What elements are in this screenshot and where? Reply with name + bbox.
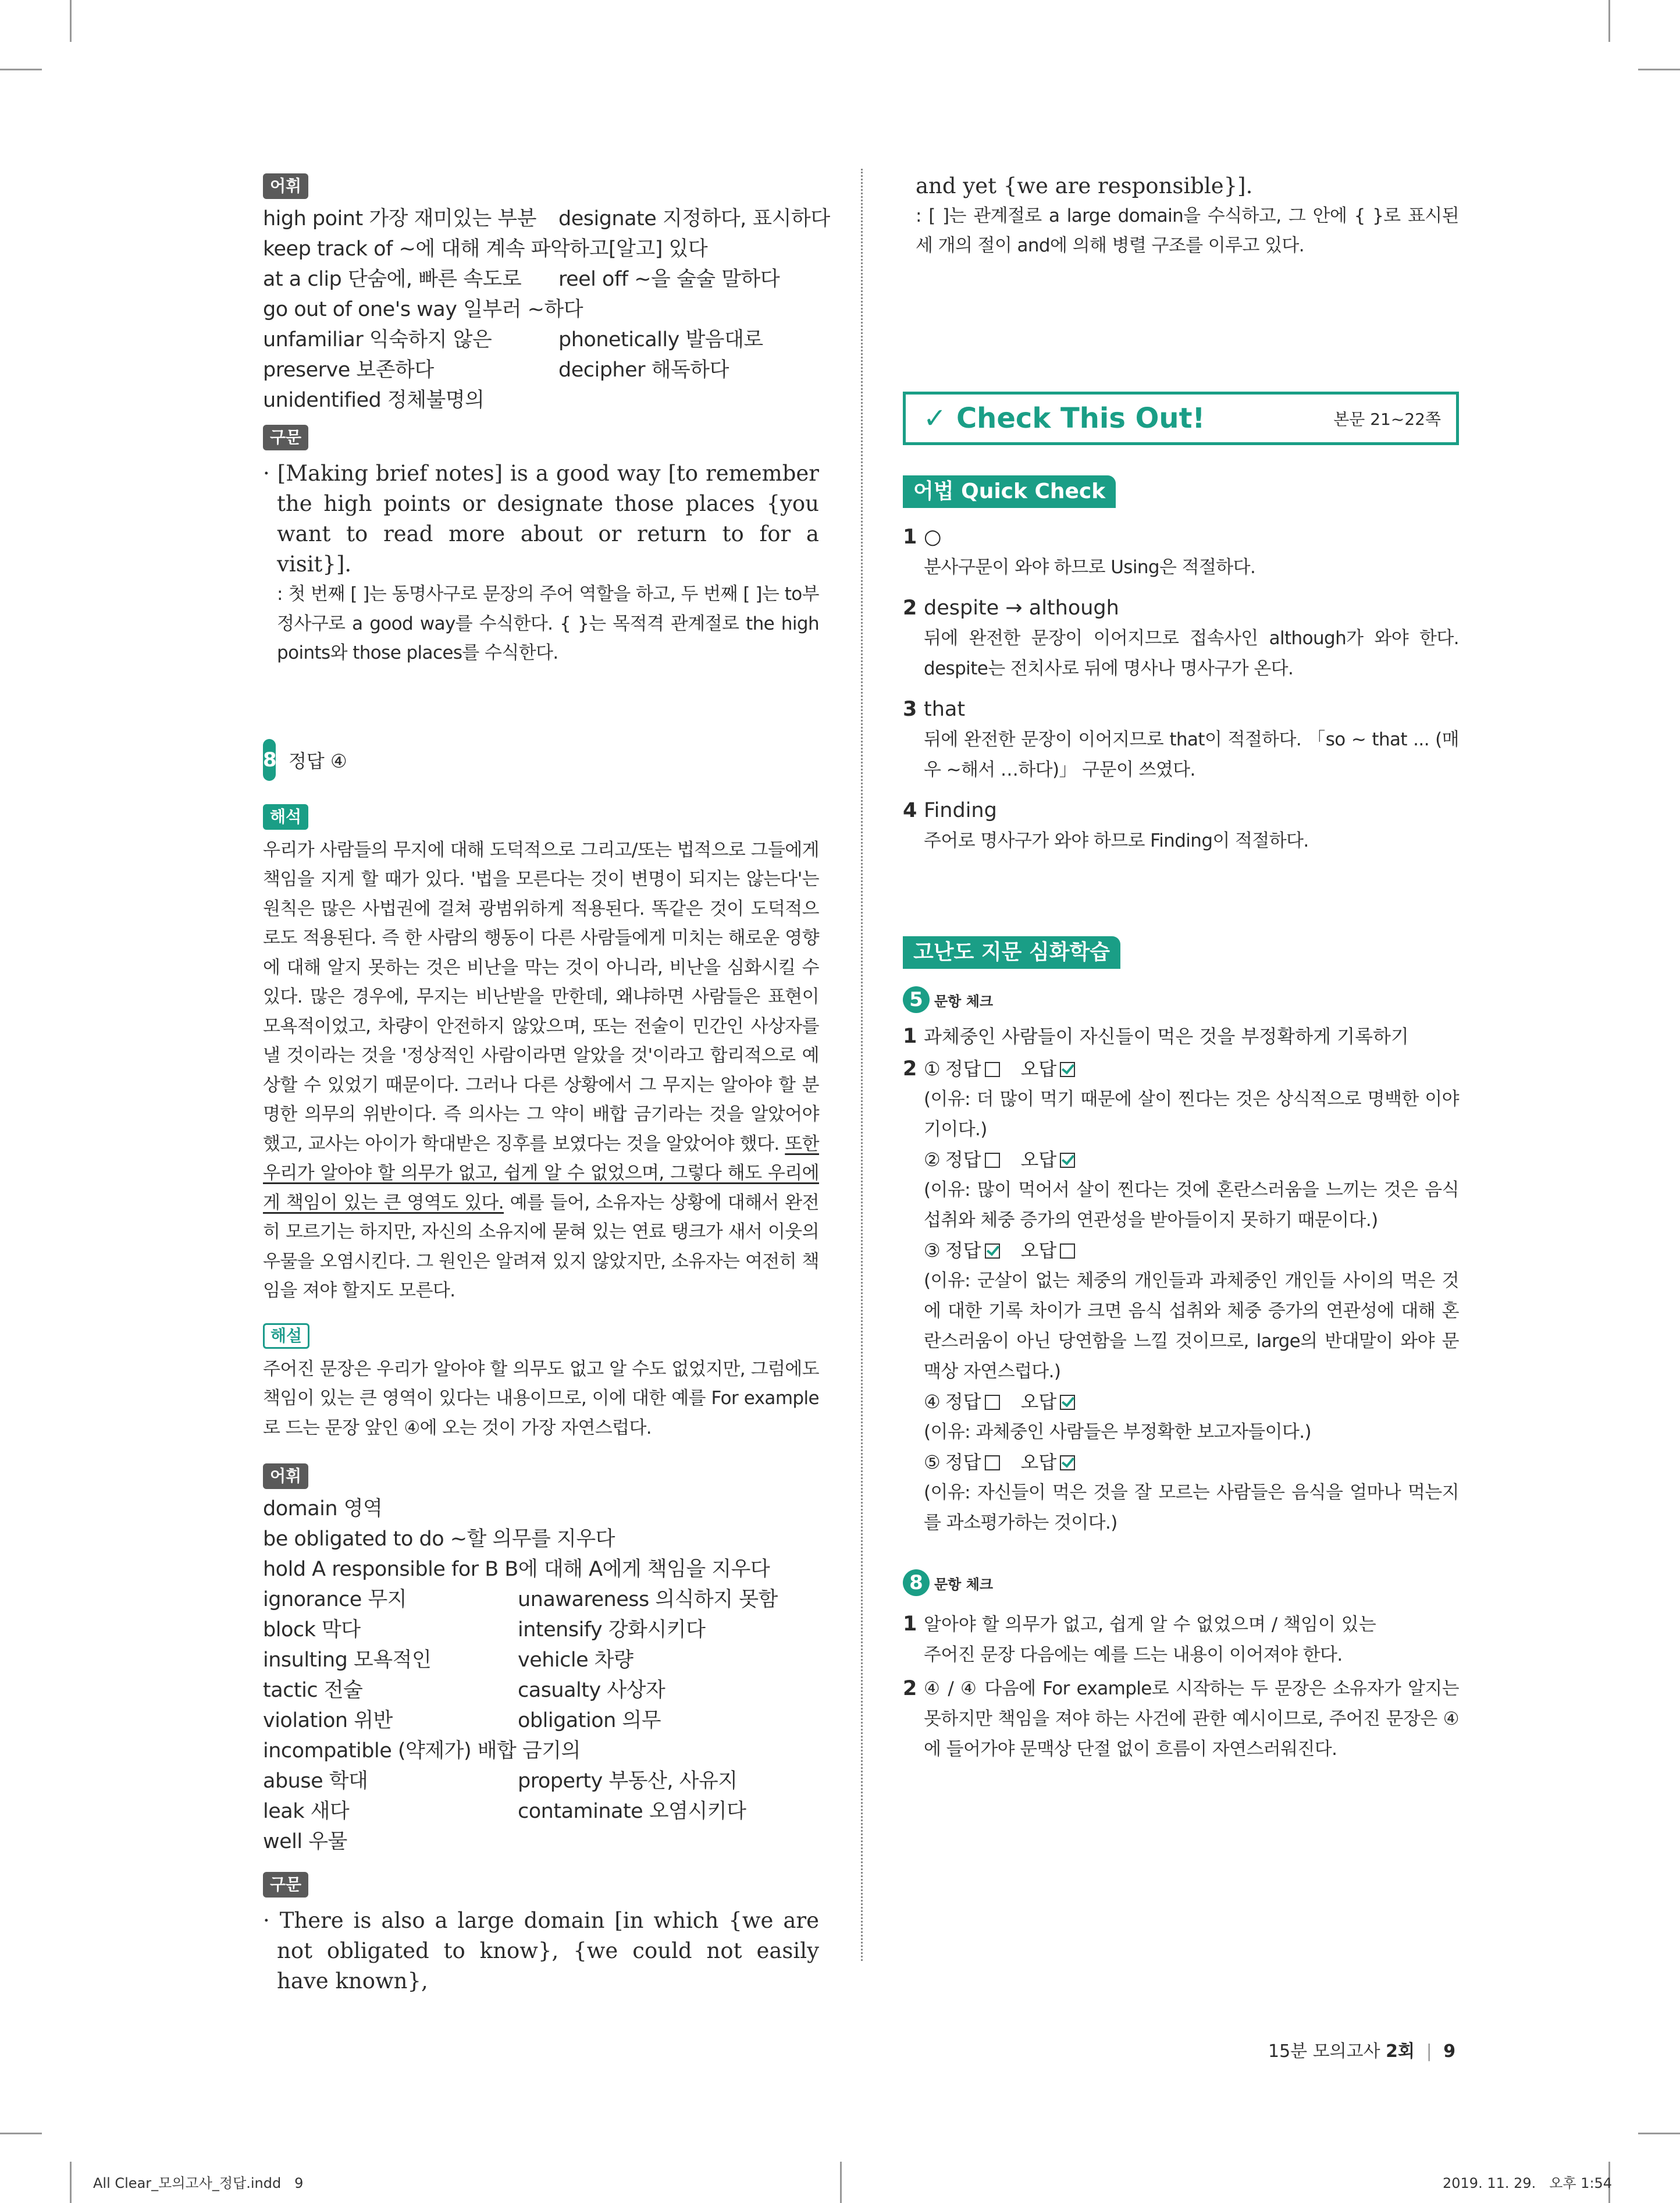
wrong-label: 오답 <box>1020 1239 1057 1262</box>
vocab-row <box>263 234 819 264</box>
page-footer <box>1268 2037 1455 2062</box>
crop-mark <box>0 69 42 70</box>
vocab-term: unfamiliar 익숙하지 않은 <box>263 328 492 351</box>
syntax-tag: 구문 <box>263 1872 308 1898</box>
explanation-tag: 해설 <box>263 1323 309 1349</box>
item-check-label: 문항 체크 <box>934 993 994 1010</box>
q5-header <box>903 986 1459 1013</box>
q8-item-1: 1 알아야 할 의무가 없고, 쉽게 알 수 없었으며 / 책임이 있는 <box>903 1612 1376 1636</box>
vocab-row <box>263 1796 819 1827</box>
vocab-term: decipher 해독하다 <box>558 358 729 382</box>
translation-tag: 해석 <box>263 804 308 830</box>
grammar-explanation: 주어로 명사구가 와야 하므로 Finding이 적절하다. <box>924 830 1309 851</box>
grammar-explanation: 뒤에 완전한 문장이 이어지므로 that이 적절하다. 「so ~ that ... (매우 ~해서 …하다)」 구문이 쓰였다. <box>924 729 1460 780</box>
check-title-text: Check This Out! <box>956 402 1205 435</box>
left-column <box>263 173 830 1996</box>
choice-mark: ③ <box>924 1239 941 1262</box>
q5-items <box>903 1021 1459 1538</box>
vocab-row <box>263 355 819 385</box>
wrong-label: 오답 <box>1020 1149 1057 1171</box>
correct-checkbox <box>985 1062 1000 1077</box>
syntax-sentence: · [Making brief notes] is a good way [to remember the high points or designate those places {you want to read more about or return to for a visit}]. <box>263 461 819 577</box>
vocab-row <box>263 1645 819 1675</box>
vocab-term: insulting 모욕적인 <box>263 1648 432 1672</box>
grammar-answer: ○ <box>924 525 942 549</box>
series-name: 15분 모의고사 <box>1268 2041 1380 2062</box>
correct-checkbox <box>985 1455 1000 1470</box>
answer-reason: (이유: 자신들이 먹은 것을 잘 모르는 사람들은 음식을 얼마나 먹는지를 과소평가하는 것이다.) <box>924 1482 1459 1533</box>
q5-answer-row <box>903 1447 1459 1477</box>
vocab-term: domain 영역 <box>263 1497 383 1520</box>
grammar-check-tag: 어법 Quick Check <box>903 475 1116 508</box>
grammar-item <box>903 593 1459 684</box>
vocab-term: tactic 전술 <box>263 1679 363 1702</box>
vocab-term: casualty 사상자 <box>518 1679 665 1702</box>
correct-label: 정답 <box>945 1451 981 1473</box>
vocab-term: abuse 학대 <box>263 1769 368 1793</box>
vocab-term: leak 새다 <box>263 1800 350 1823</box>
q5-answer-row <box>903 1054 1459 1084</box>
question-8-header <box>263 739 819 781</box>
item-number: 2 <box>903 1057 917 1081</box>
vocab-term: unidentified 정체불명의 <box>263 389 485 412</box>
choice-mark: ② <box>924 1149 941 1171</box>
grammar-explanation: 뒤에 완전한 문장이 이어지므로 접속사인 although가 와야 한다. despite는 전치사로 뒤에 명사나 명사구가 온다. <box>924 628 1459 679</box>
vocab-term: reel off ~을 술술 말하다 <box>558 268 780 291</box>
vocab-term: phonetically 발음대로 <box>558 328 763 351</box>
correct-label: 정답 <box>945 1391 981 1413</box>
grammar-item-head <box>903 593 1459 623</box>
wrong-label: 오답 <box>1020 1451 1057 1473</box>
q8-item-2: 2 ④ / ④ 다음에 For example로 시작하는 두 문장은 소유자가 알지는 못하지만 책임을 져야 하는 사건에 관한 예시이므로, 주어진 문장은 ④에 들어가야 문맥상 단절 없이 흐름이 자연스러워진다. <box>903 1673 1459 1764</box>
wrong-checkbox <box>1060 1243 1075 1259</box>
answer-reason: (이유: 과체중인 사람들은 부정확한 보고자들이다.) <box>924 1422 1312 1442</box>
vocab-tag: 어휘 <box>263 1463 308 1489</box>
vocab-term: designate 지정하다, 표시하다 <box>558 207 830 230</box>
vocab-term: be obligated to do ~할 의무를 지우다 <box>263 1527 615 1551</box>
round-label: 2회 <box>1386 2041 1415 2062</box>
correct-checkbox <box>985 1153 1000 1168</box>
grammar-item-head <box>903 694 1459 724</box>
choice-mark: ④ <box>924 1391 941 1413</box>
vocab-term: block 막다 <box>263 1618 361 1641</box>
vocab-term: intensify 강화시키다 <box>518 1618 706 1641</box>
crop-mark <box>70 0 72 42</box>
translation-underlined: 또한 우리가 알아야 할 의무가 없고, 쉽게 알 수 없었으며, 그렇다 해도 우리에게 책임이 있는 큰 영역도 있다. <box>263 1133 819 1213</box>
vocab-term: unawareness 의식하지 못함 <box>518 1588 778 1611</box>
q5-answers <box>903 1054 1459 1538</box>
grammar-explanation: 분사구문이 와야 하므로 Using은 적절하다. <box>924 557 1256 578</box>
translation-part: 예를 들어, 소유자는 상황에 대해서 완전히 모르기는 하지만, 자신의 소유지에 묻혀 있는 연료 탱크가 새서 이웃의 우물을 오염시킨다. 그 원인은 알려져 있지 않았지만, 소유자는 여전히 책임을 져야 할지도 모른다. <box>263 1192 819 1301</box>
item-number: 1 <box>903 525 917 549</box>
correct-label: 정답 <box>945 1149 981 1171</box>
choice-mark: ① <box>924 1058 941 1080</box>
grammar-item-head <box>903 795 1459 826</box>
check-this-out-box <box>903 392 1459 445</box>
grammar-answer: despite → although <box>924 596 1119 620</box>
q8-item-1-text: 알아야 할 의무가 없고, 쉽게 알 수 없었으며 / 책임이 있는 <box>924 1614 1376 1635</box>
print-date: 2019. 11. 29. 오후 1:54 <box>1443 2175 1613 2191</box>
check-icon: ✓ <box>923 402 947 435</box>
vocab-term: hold A responsible for B B에 대해 A에게 책임을 지우다 <box>263 1558 770 1581</box>
vocab-term: violation 위반 <box>263 1709 393 1732</box>
vocab-term: ignorance 무지 <box>263 1588 407 1611</box>
crop-mark <box>0 2133 42 2134</box>
vocab-row <box>263 1827 819 1857</box>
q8-item-1-sub: 주어진 문장 다음에는 예를 드는 내용이 이어져야 한다. <box>924 1644 1343 1665</box>
question-number-badge: 5 <box>903 986 930 1013</box>
crop-mark <box>1638 69 1680 70</box>
vocab-list <box>263 1494 819 1857</box>
choice-mark: ⑤ <box>924 1451 941 1473</box>
item-number: 2 <box>903 596 917 620</box>
vocab-row <box>263 1615 819 1645</box>
answer-reason: (이유: 더 많이 먹기 때문에 살이 찐다는 것은 상식적으로 명백한 이야기이다.) <box>924 1089 1459 1140</box>
vocab-row <box>263 1494 819 1524</box>
grammar-item <box>903 522 1459 582</box>
page-reference: 본문 21~22쪽 <box>1333 410 1441 429</box>
wrong-checkbox <box>1060 1395 1075 1410</box>
syntax-sentence-cont: and yet {we are responsible}]. <box>916 173 1253 198</box>
answer-reason: (이유: 군살이 없는 체중의 개인들과 과체중인 개인들 사이의 먹은 것에 대한 기록 차이가 크면 음식 섭취와 체중 증가의 연관성에 대해 혼란스러움이 아닌 당연함을 느낄 것이므로, large의 반대말이 와야 문맥상 자연스럽다.) <box>924 1270 1459 1382</box>
explanation-text: 주어진 문장은 우리가 알아야 할 의무도 없고 알 수도 없었지만, 그럼에도 책임이 있는 큰 영역이 있다는 내용이므로, 이에 대한 예를 For example로 드는 문장 앞인 ④에 오는 것이 가장 자연스럽다. <box>263 1358 819 1438</box>
question-number-badge: 8 <box>903 1569 930 1596</box>
vocab-row <box>263 1766 819 1796</box>
q8-items <box>903 1609 1459 1764</box>
translation-part: 우리가 사람들의 무지에 대해 도덕적으로 그리고/또는 법적으로 그들에게 책임을 지게 할 때가 있다. '법을 모른다는 것이 변명이 되지는 않는다'는 원칙은 많은 사법권에 걸쳐 광범위하게 적용된다. 똑같은 것이 도덕적으로도 적용된다. 즉 한 사람의 행동이 다른 사람들에게 미치는 해로운 영향에 대해 알지 못하는 것은 비난을 막는 것이 아니라, 비난을 심화시킬 수 있다. 많은 경우에, 무지는 비난받을 만한데, 왜냐하면 사람들은 표현이 모욕적이었고, 차량이 안전하지 않았으며, 또는 전술이 민간인 사상자를 낼 것이라는 것을 '정상적인 사람이라면 알았을 것'이라고 합리적으로 예상할 수 있었기 때문이다. 그러나 다른 상황에서 그 무지는 알아야 할 분명한 의무의 위반이다. 즉 의사는 그 약이 배합 금기라는 것을 알았어야 했고, 교사는 아이가 학대받은 징후를 보였다는 것을 알았어야 했다. <box>263 839 819 1154</box>
right-column <box>903 171 1459 1764</box>
wrong-label: 오답 <box>1020 1058 1057 1080</box>
wrong-checkbox <box>1060 1153 1075 1168</box>
translation-text <box>263 836 819 1306</box>
vocab-term: preserve 보존하다 <box>263 358 434 382</box>
vocab-row <box>263 264 819 294</box>
vocab-list <box>263 204 830 415</box>
correct-checkbox <box>985 1243 1000 1259</box>
vocab-row <box>263 1705 819 1736</box>
question-number-badge: 8 <box>263 739 276 781</box>
item-check-label: 문항 체크 <box>934 1576 994 1593</box>
grammar-list <box>903 522 1459 856</box>
vocab-term: keep track of ~에 대해 계속 파악하고[알고] 있다 <box>263 237 708 261</box>
vocab-row <box>263 294 819 325</box>
vocab-term: well 우물 <box>263 1830 347 1853</box>
wrong-checkbox <box>1060 1062 1075 1077</box>
correct-label: 정답 <box>945 1239 981 1262</box>
q8-header <box>903 1569 1459 1596</box>
q5-answer-row <box>903 1145 1459 1175</box>
crop-mark <box>1638 2133 1680 2134</box>
vocab-row <box>263 1584 819 1615</box>
syntax-explanation: : 첫 번째 [ ]는 동명사구로 문장의 주어 역할을 하고, 두 번째 [ ]는 to부정사구로 a good way를 수식한다. { }는 목적격 관계절로 the high points와 those places를 수식한다. <box>277 584 819 663</box>
vocab-term: incompatible (약제가) 배합 금기의 <box>263 1739 581 1763</box>
vocab-term: property 부동산, 사유지 <box>518 1769 738 1793</box>
vocab-row <box>263 1554 819 1584</box>
advanced-study-tag: 고난도 지문 심화학습 <box>903 936 1120 969</box>
wrong-checkbox <box>1060 1455 1075 1470</box>
vocab-term: obligation 의무 <box>518 1709 661 1732</box>
vocab-term: contaminate 오염시키다 <box>518 1800 746 1823</box>
q5-item-1: 1 과체중인 사람들이 자신들이 먹은 것을 부정확하게 기록하기 <box>903 1025 1409 1048</box>
item-number: 3 <box>903 698 917 721</box>
item-number: 4 <box>903 799 917 822</box>
answer-reason: (이유: 많이 먹어서 살이 찐다는 것에 혼란스러움을 느끼는 것은 음식 섭취와 체중 증가의 연관성을 받아들이지 못하기 때문이다.) <box>924 1179 1459 1231</box>
grammar-answer: Finding <box>924 799 997 822</box>
q5-answer-row <box>903 1387 1459 1417</box>
vocab-row <box>263 325 819 355</box>
grammar-item <box>903 694 1459 785</box>
syntax-sentence: · There is also a large domain [in which {we are not obligated to know}, {we could not easily have known}, <box>263 1908 819 1994</box>
vocab-row <box>263 204 830 234</box>
vocab-term: go out of one's way 일부러 ~하다 <box>263 298 583 321</box>
syntax-tag: 구문 <box>263 425 308 450</box>
vocab-term: at a clip 단숨에, 빠른 속도로 <box>263 268 522 291</box>
q5-answer-row <box>903 1235 1459 1266</box>
correct-label: 정답 <box>945 1058 981 1080</box>
vocab-tag: 어휘 <box>263 173 308 199</box>
vocab-row <box>263 1675 819 1705</box>
grammar-item <box>903 795 1459 856</box>
column-divider <box>861 169 863 1961</box>
vocab-row <box>263 385 819 415</box>
vocab-row <box>263 1736 819 1766</box>
crop-mark <box>840 2162 842 2203</box>
syntax-explanation: : [ ]는 관계절로 a large domain을 수식하고, 그 안에 { }로 표시된 세 개의 절이 and에 의해 병렬 구조를 이루고 있다. <box>916 205 1459 256</box>
page-number: 9 <box>1443 2041 1456 2062</box>
crop-mark <box>1608 0 1610 42</box>
q8-item-2-text: ④ / ④ 다음에 For example로 시작하는 두 문장은 소유자가 알지는 못하지만 책임을 져야 하는 사건에 관한 예시이므로, 주어진 문장은 ④에 들어가야 문맥상 단절 없이 흐름이 자연스러워진다. <box>924 1678 1459 1760</box>
file-info: All Clear_모의고사_정답.indd 9 <box>93 2175 304 2191</box>
vocab-term: high point 가장 재미있는 부분 <box>263 207 537 230</box>
grammar-answer: that <box>924 698 966 721</box>
answer-text: 정답 ④ <box>289 749 347 772</box>
correct-checkbox <box>985 1395 1000 1410</box>
check-title <box>923 402 1205 435</box>
vocab-term: vehicle 차량 <box>518 1648 633 1672</box>
vocab-row <box>263 1524 819 1554</box>
wrong-label: 오답 <box>1020 1391 1057 1413</box>
footer-divider: | <box>1426 2041 1432 2062</box>
grammar-item-head <box>903 522 1459 552</box>
q5-item-1-text: 과체중인 사람들이 자신들이 먹은 것을 부정확하게 기록하기 <box>924 1025 1409 1047</box>
crop-mark <box>70 2162 72 2203</box>
